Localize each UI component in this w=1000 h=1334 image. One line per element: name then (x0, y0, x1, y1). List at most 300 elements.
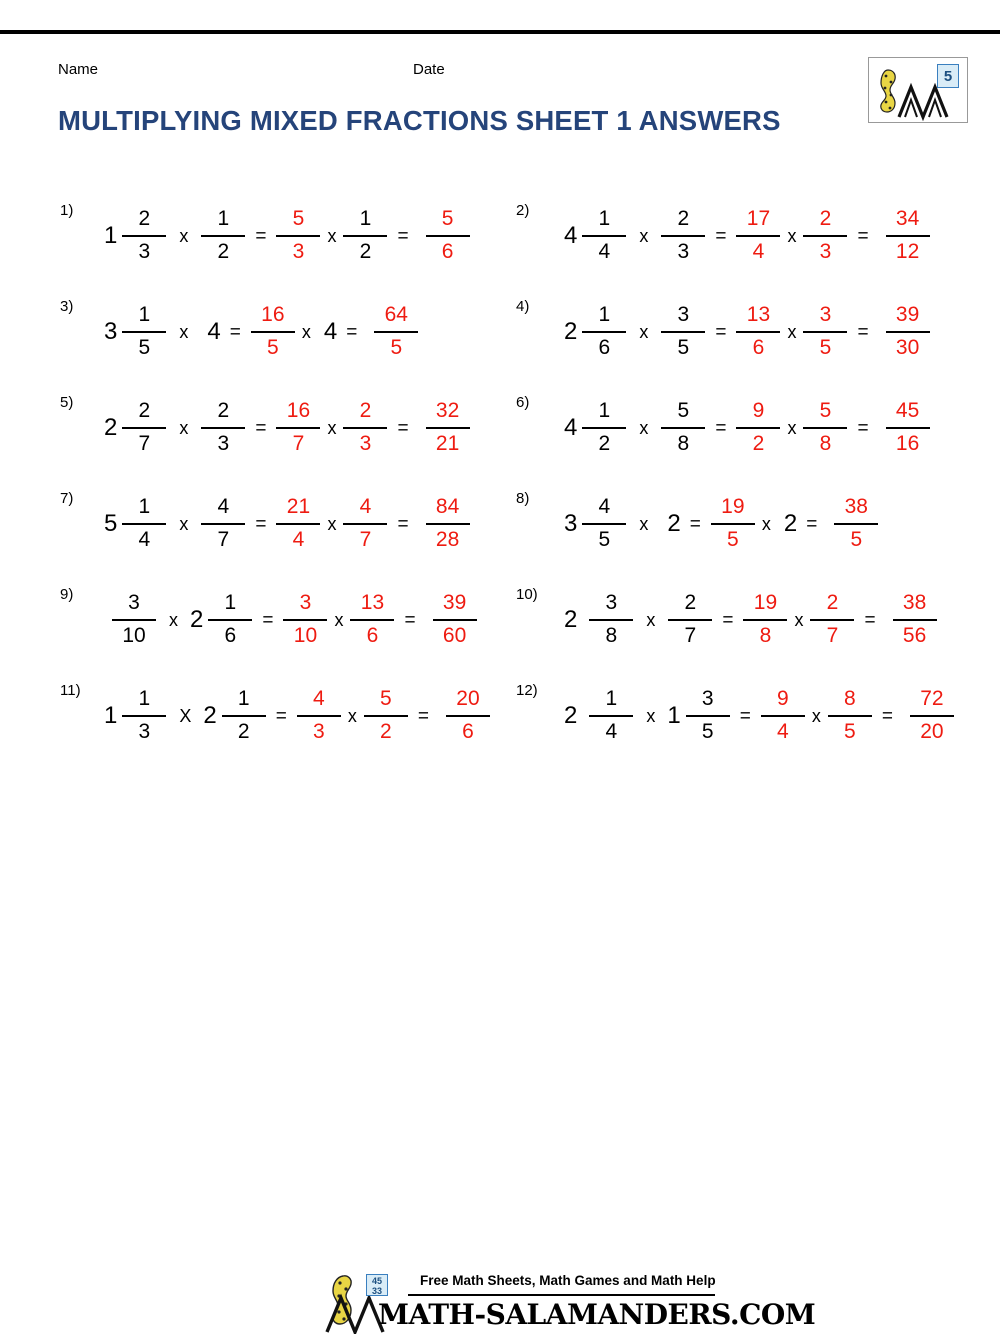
top-rule (0, 30, 1000, 34)
answer-fraction-c (758, 687, 808, 744)
problem-row (0, 476, 1000, 572)
multiply-operator: x (179, 226, 189, 246)
equals-sign: = (857, 225, 869, 247)
fraction-bar (686, 715, 730, 717)
fraction-a (586, 591, 636, 648)
problem-4 (516, 284, 986, 380)
numerator: 4 (313, 687, 325, 711)
fraction-a (119, 495, 169, 552)
problem-row (0, 380, 1000, 476)
numerator: 1 (359, 207, 372, 231)
equals-sign: = (881, 705, 893, 727)
denominator: 5 (390, 335, 403, 359)
problem-6 (516, 380, 986, 476)
numerator: 1 (138, 687, 151, 711)
fraction-bar (582, 427, 626, 429)
denominator: 5 (843, 719, 856, 743)
fraction-b (683, 687, 733, 744)
fraction-bar (803, 427, 847, 429)
numerator: 3 (819, 303, 832, 327)
denominator: 8 (759, 623, 772, 647)
numerator: 3 (605, 591, 618, 615)
problem-number: 1) (60, 202, 74, 219)
denominator: 5 (677, 335, 690, 359)
answer-fraction-c (740, 591, 790, 648)
answer-fraction-result (430, 591, 480, 648)
fraction-bar (426, 235, 470, 237)
denominator: 7 (217, 527, 230, 551)
denominator: 6 (366, 623, 379, 647)
problem-expression (562, 476, 881, 572)
problem-12 (516, 668, 986, 764)
numerator: 5 (677, 399, 690, 423)
problem-expression (562, 380, 933, 476)
numerator: 2 (217, 399, 230, 423)
problem-expression (562, 572, 940, 668)
numerator: 3 (299, 591, 312, 615)
problem-number: 8) (516, 490, 530, 507)
denominator: 10 (293, 623, 318, 647)
answer-fraction-c (733, 207, 783, 264)
answer-fraction-result (423, 399, 473, 456)
fraction-d (807, 591, 857, 648)
page-title: MULTIPLYING MIXED FRACTIONS SHEET 1 ANSWERS (58, 105, 781, 136)
denominator: 5 (266, 335, 279, 359)
fraction-a (109, 591, 159, 648)
problem-number: 5) (60, 394, 74, 411)
multiply-operator: x (334, 610, 344, 630)
multiply-operator: x (179, 322, 189, 342)
equals-sign: = (255, 417, 267, 439)
fraction-bar (201, 523, 245, 525)
mixed-whole: 3 (104, 318, 118, 345)
equals-sign: = (229, 321, 241, 343)
whole-number-b: 2 (667, 510, 681, 537)
fraction-bar (343, 427, 387, 429)
multiply-operator: x (301, 322, 311, 342)
problem-expression (102, 380, 473, 476)
numerator: 5 (441, 207, 454, 231)
denominator: 16 (895, 431, 920, 455)
numerator: 5 (819, 399, 832, 423)
fraction-b (658, 207, 708, 264)
numerator: 1 (224, 591, 237, 615)
denominator: 7 (684, 623, 697, 647)
multiply-operator: x (347, 706, 357, 726)
denominator: 7 (359, 527, 372, 551)
fraction-a (119, 207, 169, 264)
problem-number: 7) (60, 490, 74, 507)
problem-expression (102, 572, 480, 668)
fraction-a (586, 687, 636, 744)
multiply-operator: x (179, 514, 189, 534)
multiply-operator: x (639, 226, 649, 246)
numerator: 2 (138, 207, 151, 231)
denominator: 3 (292, 239, 305, 263)
fraction-bar (122, 235, 166, 237)
numerator: 16 (286, 399, 311, 423)
answer-fraction-c (273, 399, 323, 456)
denominator: 2 (752, 431, 765, 455)
mixed-whole-b: 2 (203, 702, 217, 729)
denominator: 10 (122, 623, 146, 647)
problem-expression (102, 476, 473, 572)
multiply-operator: x (811, 706, 821, 726)
numerator: 19 (753, 591, 778, 615)
fraction-bar (276, 427, 320, 429)
name-label: Name (58, 61, 99, 78)
mixed-whole-b: 2 (190, 606, 204, 633)
fraction-bar (201, 427, 245, 429)
fraction-a (579, 495, 629, 552)
logo-m-icon (897, 84, 955, 118)
numerator: 1 (237, 687, 250, 711)
whole-number-b: 4 (207, 318, 221, 345)
fraction-bar (761, 715, 805, 717)
fraction-d (347, 591, 397, 648)
fraction-a (579, 399, 629, 456)
fraction-bar (810, 619, 854, 621)
problem-number: 2) (516, 202, 530, 219)
fraction-bar (122, 331, 166, 333)
multiply-operator: x (639, 418, 649, 438)
fraction-bar (343, 523, 387, 525)
multiply-operator: X (179, 706, 192, 726)
denominator: 5 (598, 527, 611, 551)
denominator: 2 (217, 239, 230, 263)
equals-sign: = (275, 705, 287, 727)
answer-fraction-c (248, 303, 298, 360)
multiply-operator: x (639, 322, 649, 342)
fraction-bar (201, 235, 245, 237)
fraction-bar (834, 523, 878, 525)
mixed-whole: 2 (104, 414, 118, 441)
equals-sign: = (346, 321, 358, 343)
denominator: 6 (462, 719, 474, 743)
denominator: 3 (138, 719, 151, 743)
multiply-operator: x (794, 610, 804, 630)
fraction-d (800, 207, 850, 264)
fraction-bar (582, 331, 626, 333)
problem-expression (102, 188, 473, 284)
denominator: 7 (826, 623, 839, 647)
fraction-bar (886, 331, 930, 333)
fraction-a (119, 399, 169, 456)
fraction-bar (910, 715, 954, 717)
denominator: 3 (313, 719, 325, 743)
mixed-whole: 5 (104, 510, 118, 537)
equals-sign: = (255, 225, 267, 247)
fraction-a (119, 687, 169, 744)
denominator: 8 (605, 623, 618, 647)
mixed-whole: 2 (564, 702, 578, 729)
numerator: 5 (380, 687, 392, 711)
answer-fraction-result (883, 303, 933, 360)
denominator: 7 (138, 431, 151, 455)
answer-fraction-result (371, 303, 421, 360)
numerator: 1 (598, 207, 611, 231)
fraction-bar (589, 619, 633, 621)
problem-row (0, 572, 1000, 668)
date-label: Date (413, 61, 445, 78)
problem-10 (516, 572, 986, 668)
problem-number: 12) (516, 682, 538, 699)
numerator: 4 (217, 495, 230, 519)
problem-number: 9) (60, 586, 74, 603)
numerator: 4 (598, 495, 611, 519)
numerator: 13 (746, 303, 771, 327)
answer-fraction-result (907, 687, 957, 744)
fraction-bar (343, 235, 387, 237)
answer-fraction-result (423, 207, 473, 264)
mixed-whole: 1 (104, 222, 118, 249)
denominator: 30 (895, 335, 920, 359)
fraction-bar (803, 235, 847, 237)
problem-row (0, 188, 1000, 284)
mixed-whole: 3 (564, 510, 578, 537)
equals-sign: = (715, 417, 727, 439)
numerator: 21 (286, 495, 311, 519)
fraction-bar (208, 619, 252, 621)
equals-sign: = (722, 609, 734, 631)
problem-9 (60, 572, 520, 668)
fraction-bar (803, 331, 847, 333)
problem-number: 4) (516, 298, 530, 315)
numerator: 17 (746, 207, 771, 231)
fraction-bar (283, 619, 327, 621)
equals-sign: = (715, 321, 727, 343)
equals-sign: = (715, 225, 727, 247)
equals-sign: = (857, 417, 869, 439)
answer-fraction-c (733, 303, 783, 360)
answer-fraction-result (883, 399, 933, 456)
mixed-whole: 4 (564, 222, 578, 249)
fraction-d (361, 687, 411, 744)
fraction-bar (426, 523, 470, 525)
problem-number: 11) (60, 682, 81, 699)
numerator: 1 (605, 687, 618, 711)
whole-number-d: 4 (323, 318, 338, 345)
fraction-bar (112, 619, 156, 621)
denominator: 20 (920, 719, 944, 743)
whole-number-d: 2 (783, 510, 798, 537)
answer-fraction-c (294, 687, 344, 744)
denominator: 4 (138, 527, 151, 551)
numerator: 3 (128, 591, 140, 615)
denominator: 5 (138, 335, 151, 359)
fraction-bar (276, 523, 320, 525)
numerator: 1 (217, 207, 230, 231)
fraction-d (340, 399, 390, 456)
problem-8 (516, 476, 986, 572)
problem-expression (562, 188, 933, 284)
numerator: 72 (920, 687, 944, 711)
denominator: 8 (819, 431, 832, 455)
numerator: 13 (360, 591, 385, 615)
problem-1 (60, 188, 520, 284)
fraction-d (800, 303, 850, 360)
problem-5 (60, 380, 520, 476)
numerator: 1 (598, 399, 611, 423)
problem-7 (60, 476, 520, 572)
fraction-bar (736, 427, 780, 429)
fraction-bar (433, 619, 477, 621)
denominator: 8 (677, 431, 690, 455)
numerator: 64 (384, 303, 408, 327)
denominator: 4 (776, 719, 789, 743)
answer-fraction-c (733, 399, 783, 456)
numerator: 38 (902, 591, 927, 615)
denominator: 12 (895, 239, 920, 263)
fraction-a (119, 303, 169, 360)
fraction-bar (276, 235, 320, 237)
mixed-whole-b: 1 (667, 702, 681, 729)
fraction-b (658, 303, 708, 360)
fraction-bar (743, 619, 787, 621)
numerator: 2 (819, 207, 832, 231)
denominator: 3 (677, 239, 690, 263)
multiply-operator: x (646, 706, 656, 726)
fraction-bar (251, 331, 295, 333)
fraction-a (579, 303, 629, 360)
multiply-operator: x (646, 610, 656, 630)
denominator: 3 (217, 431, 230, 455)
equals-sign: = (397, 513, 409, 535)
fraction-b (658, 399, 708, 456)
denominator: 3 (359, 431, 372, 455)
numerator: 39 (442, 591, 467, 615)
denominator: 4 (292, 527, 305, 551)
multiply-operator: x (169, 610, 178, 630)
denominator: 2 (380, 719, 392, 743)
numerator: 20 (456, 687, 480, 711)
fraction-bar (661, 427, 705, 429)
fraction-bar (886, 235, 930, 237)
answer-fraction-c (708, 495, 758, 552)
denominator: 6 (598, 335, 611, 359)
equals-sign: = (857, 321, 869, 343)
numerator: 1 (598, 303, 611, 327)
fraction-b (219, 687, 269, 744)
fraction-d (340, 495, 390, 552)
fraction-bar (886, 427, 930, 429)
numerator: 45 (895, 399, 920, 423)
fraction-b (198, 495, 248, 552)
problem-expression (562, 668, 957, 764)
fraction-bar (711, 523, 755, 525)
multiply-operator: x (761, 514, 771, 534)
numerator: 4 (359, 495, 372, 519)
footer-url[interactable]: MATH-SALAMANDERS.COM (378, 1298, 816, 1331)
fraction-bar (122, 523, 166, 525)
footer-badge-top: 45 (371, 1276, 382, 1286)
fraction-bar (893, 619, 937, 621)
fraction-bar (736, 235, 780, 237)
grade-badge: 5 (937, 64, 959, 88)
equals-sign: = (262, 609, 274, 631)
answer-fraction-c (273, 207, 323, 264)
denominator: 2 (598, 431, 611, 455)
numerator: 2 (359, 399, 372, 423)
fraction-d (800, 399, 850, 456)
fraction-bar (446, 715, 490, 717)
multiply-operator: x (179, 418, 189, 438)
problem-expression (102, 284, 421, 380)
problem-number: 3) (60, 298, 74, 315)
fraction-b (665, 591, 715, 648)
footer-tagline: Free Math Sheets, Math Games and Math Help (420, 1273, 716, 1288)
fraction-bar (122, 427, 166, 429)
mixed-whole: 2 (564, 318, 578, 345)
fraction-d (825, 687, 875, 744)
multiply-operator: x (787, 322, 797, 342)
fraction-bar (297, 715, 341, 717)
denominator: 7 (292, 431, 305, 455)
numerator: 16 (261, 303, 285, 327)
fraction-b (198, 399, 248, 456)
numerator: 1 (138, 495, 151, 519)
denominator: 2 (237, 719, 250, 743)
denominator: 6 (752, 335, 765, 359)
fraction-bar (668, 619, 712, 621)
answer-fraction-result (890, 591, 940, 648)
fraction-bar (350, 619, 394, 621)
problem-number: 10) (516, 586, 538, 603)
denominator: 6 (441, 239, 454, 263)
numerator: 3 (677, 303, 690, 327)
equals-sign: = (397, 417, 409, 439)
equals-sign: = (397, 225, 409, 247)
fraction-bar (736, 331, 780, 333)
equals-sign: = (739, 705, 751, 727)
denominator: 56 (902, 623, 927, 647)
mixed-whole: 4 (564, 414, 578, 441)
equals-sign: = (417, 705, 429, 727)
equals-sign: = (404, 609, 416, 631)
problem-11 (60, 668, 520, 764)
equals-sign: = (255, 513, 267, 535)
denominator: 3 (138, 239, 151, 263)
fraction-bar (661, 331, 705, 333)
brand-logo (868, 57, 968, 123)
denominator: 5 (819, 335, 832, 359)
footer-grade-badge (366, 1274, 388, 1296)
mixed-whole: 2 (564, 606, 578, 633)
fraction-b (198, 207, 248, 264)
problem-expression (562, 284, 933, 380)
footer-badge-bottom: 33 (371, 1286, 382, 1296)
fraction-bar (374, 331, 418, 333)
multiply-operator: x (327, 514, 337, 534)
fraction-bar (582, 235, 626, 237)
fraction-bar (661, 235, 705, 237)
denominator: 21 (435, 431, 460, 455)
fraction-a (579, 207, 629, 264)
numerator: 84 (435, 495, 460, 519)
problem-expression (102, 668, 493, 764)
problem-number: 6) (516, 394, 530, 411)
multiply-operator: x (787, 418, 797, 438)
denominator: 4 (598, 239, 611, 263)
fraction-b (205, 591, 255, 648)
multiply-operator: x (639, 514, 649, 534)
denominator: 5 (726, 527, 739, 551)
multiply-operator: x (327, 418, 337, 438)
problem-row (0, 668, 1000, 764)
fraction-bar (122, 715, 166, 717)
fraction-bar (426, 427, 470, 429)
answer-fraction-c (280, 591, 330, 648)
